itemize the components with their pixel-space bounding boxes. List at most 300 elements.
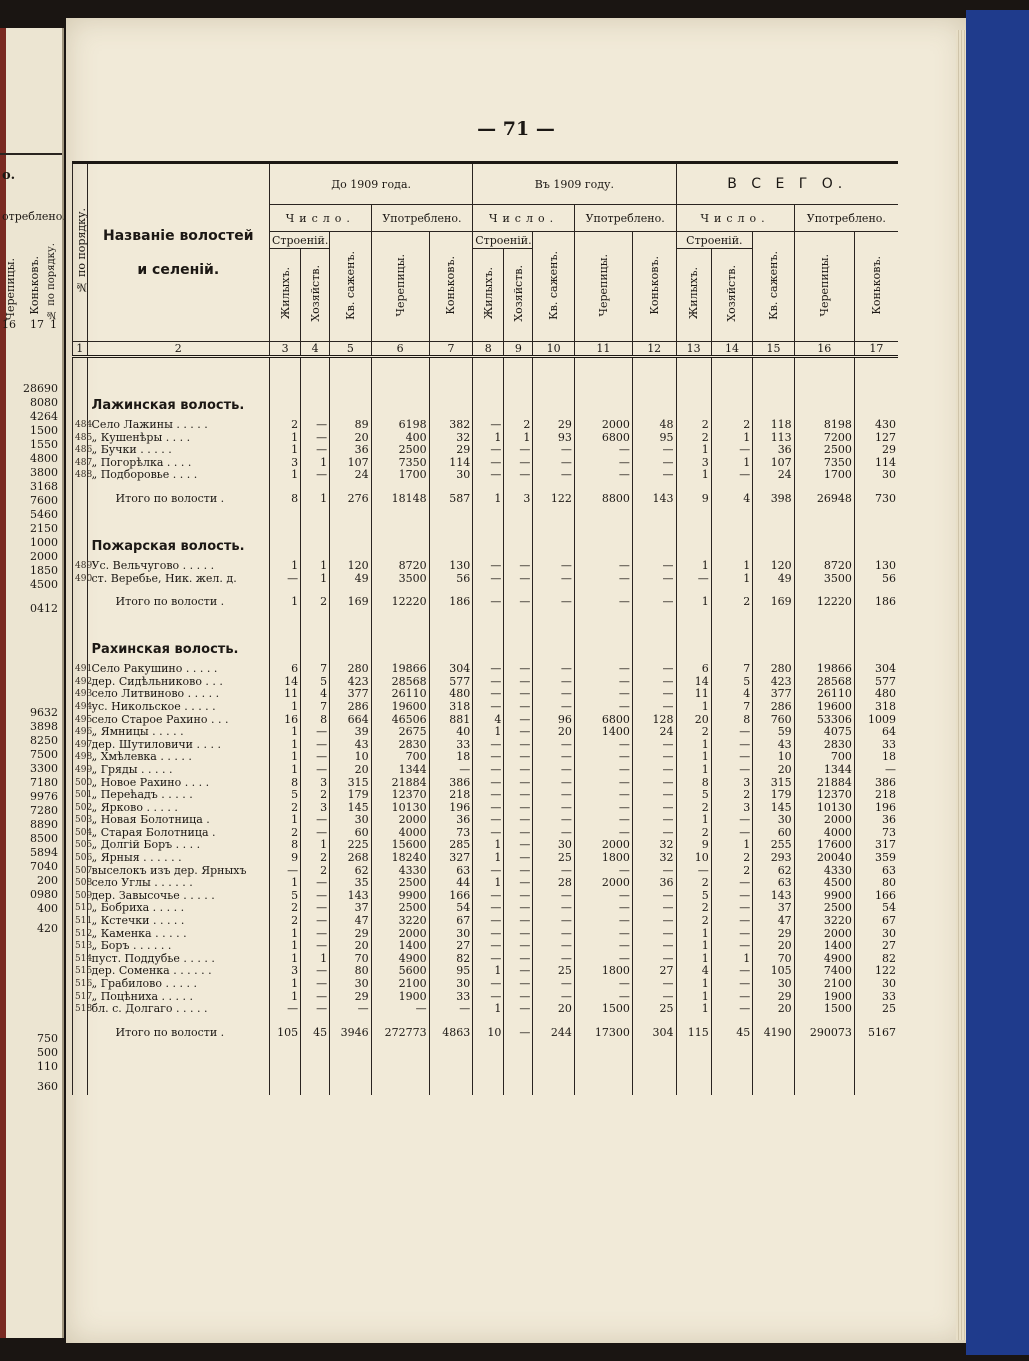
- empty-cell: [270, 624, 301, 663]
- table-row: [73, 444, 899, 457]
- value-cell: —: [301, 444, 330, 457]
- total-value: 18148: [371, 482, 429, 521]
- value-cell: 1: [676, 764, 711, 777]
- col-number: 7: [429, 342, 473, 357]
- value-cell: —: [504, 802, 533, 815]
- sub-used-2: Употреблено.: [574, 205, 676, 232]
- value-cell: —: [632, 444, 676, 457]
- value-cell: —: [473, 940, 504, 953]
- value-cell: 36: [429, 814, 473, 827]
- value-cell: 2675: [371, 726, 429, 739]
- value-cell: 54: [854, 902, 898, 915]
- value-cell: 196: [854, 802, 898, 815]
- value-cell: —: [301, 991, 330, 1004]
- empty-cell: [473, 624, 504, 663]
- h-cher-2: Черепицы.: [574, 232, 632, 342]
- total-value: 26948: [794, 482, 854, 521]
- value-cell: 2: [270, 902, 301, 915]
- total-value: 115: [676, 1016, 711, 1055]
- value-cell: 1: [711, 560, 752, 573]
- total-value: —: [504, 585, 533, 624]
- row-number: 496: [73, 726, 88, 739]
- total-value: 3946: [330, 1016, 371, 1055]
- row-number: 518: [73, 1003, 88, 1016]
- value-cell: 1: [270, 701, 301, 714]
- value-cell: 1700: [371, 469, 429, 482]
- table-row: [73, 663, 899, 676]
- value-cell: 4000: [371, 827, 429, 840]
- total-value: 4: [711, 482, 752, 521]
- col-number: 13: [676, 342, 711, 357]
- value-cell: 20: [330, 432, 371, 445]
- value-cell: 1: [301, 953, 330, 966]
- value-cell: 1: [270, 940, 301, 953]
- value-cell: —: [711, 940, 752, 953]
- value-cell: —: [504, 469, 533, 482]
- value-cell: 3: [711, 777, 752, 790]
- row-number: 490: [73, 573, 88, 586]
- col-number: 2: [87, 342, 270, 357]
- value-cell: —: [533, 701, 574, 714]
- table-row: [73, 739, 899, 752]
- value-cell: 24: [632, 726, 676, 739]
- value-cell: 4075: [794, 726, 854, 739]
- value-cell: 19600: [794, 701, 854, 714]
- value-cell: —: [574, 789, 632, 802]
- total-value: 10: [473, 1016, 504, 1055]
- value-cell: —: [504, 663, 533, 676]
- value-cell: —: [429, 764, 473, 777]
- value-cell: —: [574, 469, 632, 482]
- table-row: [73, 560, 899, 573]
- end-cell: [371, 1055, 429, 1095]
- value-cell: —: [301, 419, 330, 432]
- value-cell: —: [504, 1003, 533, 1016]
- value-cell: 1400: [794, 940, 854, 953]
- name-column-header: [87, 163, 270, 342]
- value-cell: 293: [753, 852, 794, 865]
- end-cell: [504, 1055, 533, 1095]
- left-col-konkov: Коньковъ.: [28, 256, 41, 315]
- total-value: 45: [711, 1016, 752, 1055]
- value-cell: 6: [270, 663, 301, 676]
- value-cell: 47: [330, 915, 371, 928]
- total-value: 12220: [794, 585, 854, 624]
- value-cell: —: [574, 764, 632, 777]
- value-cell: —: [533, 739, 574, 752]
- value-cell: —: [371, 1003, 429, 1016]
- table-row: [73, 764, 899, 777]
- value-cell: 1: [473, 432, 504, 445]
- value-cell: —: [632, 469, 676, 482]
- value-cell: 1: [711, 432, 752, 445]
- value-cell: 60: [753, 827, 794, 840]
- value-cell: 280: [330, 663, 371, 676]
- value-cell: 2000: [574, 419, 632, 432]
- section-header-row: [73, 521, 899, 560]
- settlement-name: „ Бобриха . . . . .: [87, 902, 270, 915]
- value-cell: 1: [270, 928, 301, 941]
- value-cell: 1: [270, 978, 301, 991]
- left-page-value: 8080: [30, 396, 58, 409]
- settlement-name: „ Бучки . . . . .: [87, 444, 270, 457]
- total-value: 2: [711, 585, 752, 624]
- value-cell: 386: [854, 777, 898, 790]
- value-cell: —: [533, 928, 574, 941]
- value-cell: —: [473, 814, 504, 827]
- left-header-fragment: о.: [2, 168, 16, 183]
- settlement-name: „ Подборовье . . . .: [87, 469, 270, 482]
- total-value: 45: [301, 1016, 330, 1055]
- end-cell: [753, 1055, 794, 1095]
- end-cell: [330, 1055, 371, 1095]
- value-cell: 107: [330, 457, 371, 470]
- row-number: 514: [73, 953, 88, 966]
- settlement-name: ст. Веребье, Ник. жел. д.: [87, 573, 270, 586]
- value-cell: —: [574, 827, 632, 840]
- settlement-name: „ Гряды . . . . .: [87, 764, 270, 777]
- value-cell: 2: [711, 865, 752, 878]
- value-cell: 1: [473, 852, 504, 865]
- value-cell: 1: [676, 978, 711, 991]
- value-cell: 1: [270, 444, 301, 457]
- total-value: —: [473, 585, 504, 624]
- value-cell: 20040: [794, 852, 854, 865]
- value-cell: 3500: [794, 573, 854, 586]
- value-cell: 29: [330, 991, 371, 1004]
- value-cell: 4330: [794, 865, 854, 878]
- col-number: 6: [371, 342, 429, 357]
- row-number: 502: [73, 802, 88, 815]
- row-number: 506: [73, 852, 88, 865]
- row-number: 508: [73, 877, 88, 890]
- value-cell: —: [301, 726, 330, 739]
- value-cell: 145: [753, 802, 794, 815]
- section-title: Лажинская волость.: [87, 380, 270, 419]
- table-row: [73, 469, 899, 482]
- value-cell: —: [711, 764, 752, 777]
- value-cell: 480: [854, 688, 898, 701]
- settlement-name: „ Кстечки . . . . .: [87, 915, 270, 928]
- settlement-name: село Старое Рахино . . .: [87, 714, 270, 727]
- value-cell: 280: [753, 663, 794, 676]
- value-cell: 1500: [574, 1003, 632, 1016]
- table-row: [73, 915, 899, 928]
- total-value: 186: [429, 585, 473, 624]
- total-value: 105: [270, 1016, 301, 1055]
- value-cell: 2000: [794, 814, 854, 827]
- value-cell: 7350: [794, 457, 854, 470]
- value-cell: 2: [676, 419, 711, 432]
- row-number: 516: [73, 978, 88, 991]
- col-number: 1: [73, 342, 88, 357]
- empty-cell: [429, 624, 473, 663]
- value-cell: —: [533, 827, 574, 840]
- left-page-value: 110: [37, 1060, 58, 1073]
- value-cell: 16: [270, 714, 301, 727]
- value-cell: 67: [854, 915, 898, 928]
- value-cell: —: [504, 751, 533, 764]
- value-cell: —: [504, 777, 533, 790]
- total-value: 244: [533, 1016, 574, 1055]
- total-value: 1: [270, 585, 301, 624]
- value-cell: 145: [330, 802, 371, 815]
- value-cell: —: [473, 457, 504, 470]
- row-number: 493: [73, 688, 88, 701]
- value-cell: 89: [330, 419, 371, 432]
- value-cell: —: [473, 688, 504, 701]
- value-cell: 49: [330, 573, 371, 586]
- value-cell: —: [504, 573, 533, 586]
- value-cell: 33: [429, 991, 473, 1004]
- value-cell: —: [429, 1003, 473, 1016]
- value-cell: —: [473, 444, 504, 457]
- value-cell: 20: [753, 764, 794, 777]
- empty-cell: [753, 521, 794, 560]
- value-cell: 1: [676, 940, 711, 953]
- left-page-value: 7040: [30, 860, 58, 873]
- value-cell: 268: [330, 852, 371, 865]
- value-cell: —: [632, 978, 676, 991]
- value-cell: —: [574, 902, 632, 915]
- settlement-name: „ Погорѣлка . . . .: [87, 457, 270, 470]
- value-cell: 54: [429, 902, 473, 915]
- value-cell: 10: [330, 751, 371, 764]
- value-cell: 2: [676, 915, 711, 928]
- end-cell: [794, 1055, 854, 1095]
- value-cell: 8: [711, 714, 752, 727]
- value-cell: 2000: [371, 928, 429, 941]
- value-cell: —: [504, 928, 533, 941]
- value-cell: 1: [270, 432, 301, 445]
- value-cell: 19866: [794, 663, 854, 676]
- value-cell: 80: [330, 965, 371, 978]
- value-cell: 37: [330, 902, 371, 915]
- value-cell: —: [711, 444, 752, 457]
- value-cell: 1: [270, 560, 301, 573]
- value-cell: 318: [854, 701, 898, 714]
- empty-cell: [504, 624, 533, 663]
- value-cell: —: [533, 663, 574, 676]
- value-cell: 17600: [794, 839, 854, 852]
- empty-cell: [504, 380, 533, 419]
- value-cell: 43: [330, 739, 371, 752]
- value-cell: 46506: [371, 714, 429, 727]
- total-value: 12220: [371, 585, 429, 624]
- empty-cell: [371, 521, 429, 560]
- total-value: 1: [676, 585, 711, 624]
- value-cell: 33: [429, 739, 473, 752]
- col-no-header: № по порядку.: [73, 163, 88, 342]
- value-cell: —: [574, 953, 632, 966]
- col-number: 14: [711, 342, 752, 357]
- value-cell: 130: [854, 560, 898, 573]
- value-cell: —: [676, 865, 711, 878]
- value-cell: —: [504, 865, 533, 878]
- total-value: 8800: [574, 482, 632, 521]
- value-cell: 1: [676, 560, 711, 573]
- value-cell: 95: [632, 432, 676, 445]
- row-number: 512: [73, 928, 88, 941]
- value-cell: 1: [301, 573, 330, 586]
- value-cell: 2500: [371, 902, 429, 915]
- value-cell: 26110: [794, 688, 854, 701]
- value-cell: —: [504, 789, 533, 802]
- value-cell: 317: [854, 839, 898, 852]
- value-cell: 1400: [371, 940, 429, 953]
- empty-cell: [371, 624, 429, 663]
- table-row: [73, 701, 899, 714]
- value-cell: —: [301, 739, 330, 752]
- value-cell: 2000: [371, 814, 429, 827]
- value-cell: —: [504, 701, 533, 714]
- value-cell: —: [473, 676, 504, 689]
- value-cell: 5: [270, 890, 301, 903]
- value-cell: —: [574, 928, 632, 941]
- h-zhil-2: Жилыхъ.: [473, 249, 504, 342]
- value-cell: —: [574, 814, 632, 827]
- end-cell: [533, 1055, 574, 1095]
- value-cell: —: [301, 915, 330, 928]
- value-cell: —: [533, 457, 574, 470]
- value-cell: 14: [270, 676, 301, 689]
- empty-cell: [574, 624, 632, 663]
- empty-cell: [504, 521, 533, 560]
- end-cell: [854, 1055, 898, 1095]
- value-cell: 2: [270, 802, 301, 815]
- empty-cell: [574, 380, 632, 419]
- row-number: 504: [73, 827, 88, 840]
- value-cell: —: [711, 1003, 752, 1016]
- settlement-name: „ Каменка . . . . .: [87, 928, 270, 941]
- value-cell: 27: [854, 940, 898, 953]
- value-cell: 423: [753, 676, 794, 689]
- left-page-value: 1500: [30, 424, 58, 437]
- settlement-name: „ Старая Болотница .: [87, 827, 270, 840]
- empty-cell: [301, 624, 330, 663]
- total-label: Итого по волости .: [87, 1016, 270, 1055]
- left-page-value: 3898: [30, 720, 58, 733]
- value-cell: 9: [676, 839, 711, 852]
- value-cell: —: [473, 827, 504, 840]
- value-cell: —: [473, 928, 504, 941]
- total-label: Итого по волости .: [87, 482, 270, 521]
- value-cell: 12370: [794, 789, 854, 802]
- empty-cell: [854, 521, 898, 560]
- spacer-cell: [794, 357, 854, 381]
- value-cell: 286: [330, 701, 371, 714]
- value-cell: 73: [429, 827, 473, 840]
- value-cell: 179: [753, 789, 794, 802]
- value-cell: 21884: [794, 777, 854, 790]
- spacer-cell: [371, 357, 429, 381]
- buildings-1: Строеній.: [270, 232, 330, 249]
- value-cell: 1: [504, 432, 533, 445]
- end-cell: [87, 1055, 270, 1095]
- row-number: 495: [73, 714, 88, 727]
- value-cell: 6198: [371, 419, 429, 432]
- value-cell: 2000: [794, 928, 854, 941]
- empty-cell: [632, 624, 676, 663]
- left-header-fragment-2: отреблено.: [2, 210, 66, 223]
- empty-cell: [676, 380, 711, 419]
- value-cell: —: [574, 573, 632, 586]
- value-cell: —: [711, 965, 752, 978]
- value-cell: —: [632, 676, 676, 689]
- value-cell: —: [533, 991, 574, 1004]
- value-cell: —: [473, 953, 504, 966]
- value-cell: 1: [270, 469, 301, 482]
- settlement-name: „ Поцѣниха . . . . .: [87, 991, 270, 1004]
- row-number: 484: [73, 419, 88, 432]
- value-cell: —: [854, 764, 898, 777]
- row-number: 517: [73, 991, 88, 1004]
- value-cell: 8720: [371, 560, 429, 573]
- value-cell: 2: [270, 419, 301, 432]
- value-cell: —: [632, 560, 676, 573]
- value-cell: 1: [676, 953, 711, 966]
- left-rule: [0, 153, 62, 155]
- page-number: — 71 —: [477, 118, 555, 140]
- table-row: [73, 814, 899, 827]
- value-cell: 29: [753, 991, 794, 1004]
- value-cell: 3220: [794, 915, 854, 928]
- value-cell: 128: [632, 714, 676, 727]
- value-cell: 10: [753, 751, 794, 764]
- settlement-name: дер. Завысочье . . . . .: [87, 890, 270, 903]
- table-row: [73, 865, 899, 878]
- spacer-cell: [330, 357, 371, 381]
- value-cell: —: [632, 827, 676, 840]
- left-page-value: 3800: [30, 466, 58, 479]
- value-cell: 48: [632, 419, 676, 432]
- value-cell: 28568: [794, 676, 854, 689]
- value-cell: —: [533, 978, 574, 991]
- value-cell: 35: [330, 877, 371, 890]
- value-cell: 1: [676, 469, 711, 482]
- section-idx: [73, 380, 88, 419]
- value-cell: —: [301, 877, 330, 890]
- value-cell: —: [533, 560, 574, 573]
- total-value: 1: [473, 482, 504, 521]
- left-col-cherepitsy: Черепицы.: [4, 258, 17, 321]
- h-kon-3: Коньковъ.: [854, 232, 898, 342]
- value-cell: 20: [330, 940, 371, 953]
- h-hoz-1: Хозяйств.: [301, 249, 330, 342]
- row-number: 503: [73, 814, 88, 827]
- value-cell: —: [533, 865, 574, 878]
- col-number: 16: [794, 342, 854, 357]
- value-cell: 196: [429, 802, 473, 815]
- section-idx: [73, 521, 88, 560]
- empty-cell: [330, 624, 371, 663]
- table-row: [73, 573, 899, 586]
- value-cell: —: [711, 814, 752, 827]
- value-cell: 27: [632, 965, 676, 978]
- left-page-value: 0412: [30, 602, 58, 615]
- value-cell: 63: [429, 865, 473, 878]
- value-cell: —: [574, 777, 632, 790]
- value-cell: —: [473, 469, 504, 482]
- value-cell: 130: [429, 560, 473, 573]
- value-cell: 2500: [794, 444, 854, 457]
- value-cell: 315: [330, 777, 371, 790]
- group-in-1909: Въ 1909 году.: [473, 163, 676, 205]
- value-cell: —: [632, 902, 676, 915]
- value-cell: 49: [753, 573, 794, 586]
- value-cell: 315: [753, 777, 794, 790]
- value-cell: 59: [753, 726, 794, 739]
